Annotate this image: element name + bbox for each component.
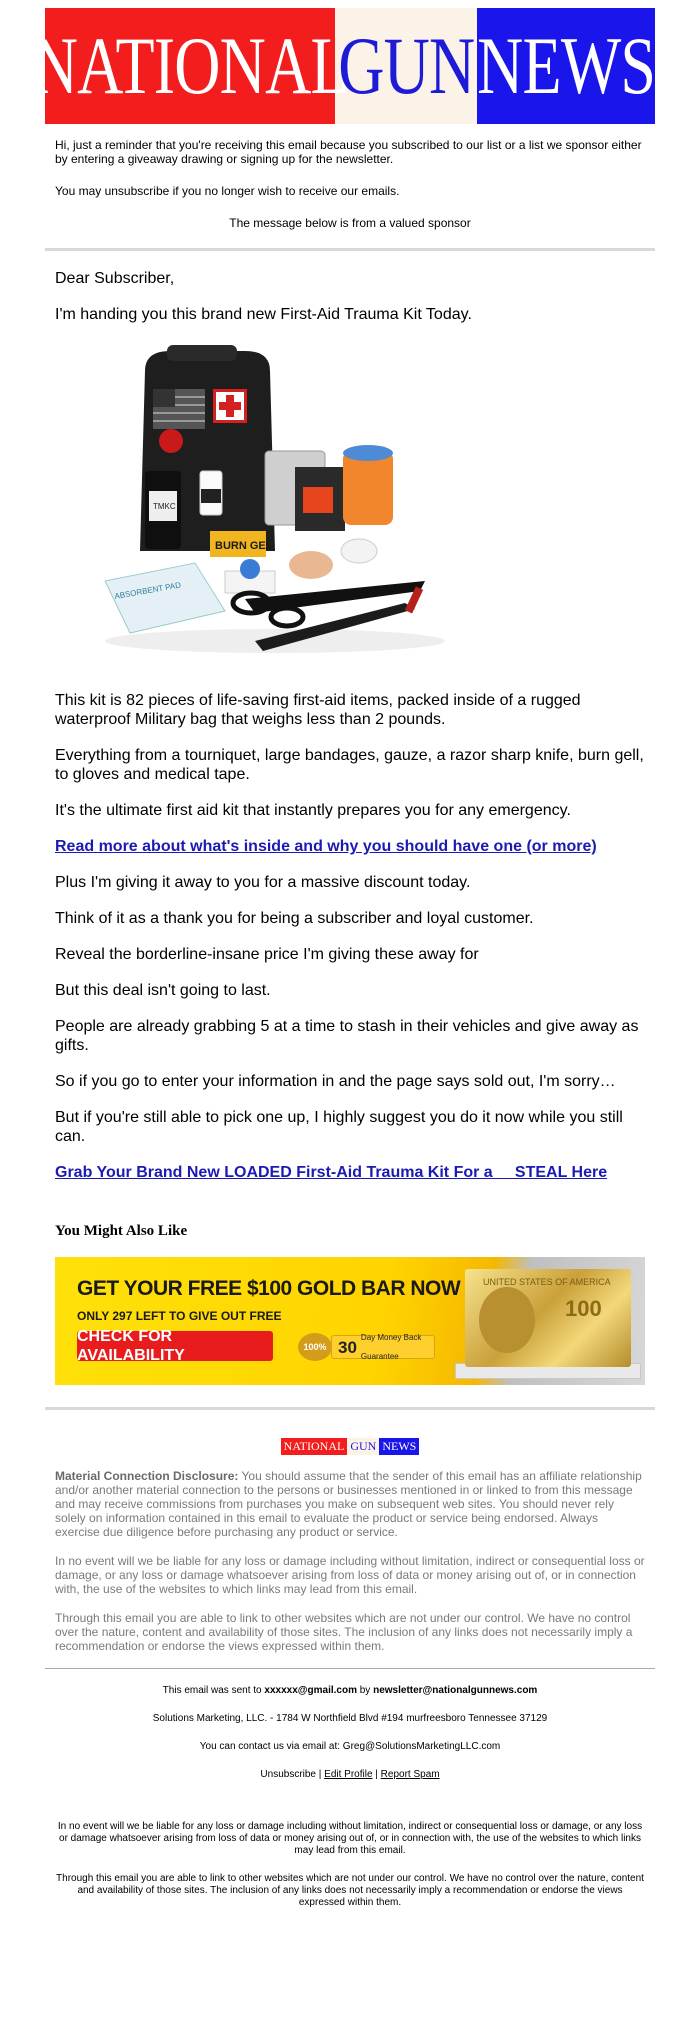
- portrait-icon: [479, 1287, 535, 1353]
- trauma-kit-image[interactable]: [75, 341, 465, 661]
- email-container: [31, 8, 656, 1909]
- gold-bar-image: [465, 1269, 631, 1367]
- body-paragraph: Everything from a tourniquet, large bandages, gauze, a razor sharp knife, burn gell, to gloves and medical tape.: [55, 747, 644, 783]
- kit-label-burn-gel: BURN GEL: [215, 540, 273, 552]
- body-paragraph: This kit is 82 pieces of life-saving first-aid items, packed inside of a rugged waterproof Military bag that weighs less than 2 pounds.: [55, 692, 581, 728]
- ad-subline: ONLY 297 LEFT TO GIVE OUT FREE: [77, 1309, 282, 1323]
- grab-kit-link[interactable]: Grab Your Brand New LOADED First-Aid Trauma Kit For a STEAL Here: [55, 1164, 608, 1181]
- kit-label-pad: ABSORBENT PAD: [113, 580, 182, 601]
- sponsor-notice: The message below is from a valued sponsor: [229, 216, 471, 230]
- sender-email: newsletter@nationalgunnews.com: [373, 1685, 538, 1696]
- message-body: [45, 251, 655, 1385]
- liability-paragraph: In no event will we be liable for any loss or damage including without limitation, indirect or consequential loss or damage, or any loss or damage whatsoever arising from loss of data or money arising out of, or in connection with, the use of the websites to which links may lead from this email.: [55, 1554, 645, 1596]
- body-paragraph: Reveal the borderline-insane price I'm giving these away for: [55, 946, 479, 963]
- company-address: Solutions Marketing, LLC. - 1784 W Northfield Blvd #194 murfreesboro Tennessee 37129: [152, 1713, 548, 1724]
- contact-line: You can contact us via email at: Greg@SolutionsMarketingLLC.com: [199, 1741, 501, 1752]
- you-might-also-like-heading: You Might Also Like: [55, 1223, 188, 1239]
- fine-print-liability: In no event will we be liable for any loss or damage including without limitation, indirect or consequential loss or damage, or any loss or damage whatsoever arising from loss of data or money arising out of, or in connection with, the use of the websites to which links may lead from this email.: [57, 1821, 643, 1856]
- sent-to-line: This email was sent to xxxxxx@gmail.com by newsletter@nationalgunnews.com: [162, 1685, 538, 1696]
- guarantee-seal-icon: 100%: [298, 1333, 332, 1361]
- recipient-email: xxxxxx@gmail.com: [264, 1685, 357, 1696]
- body-paragraph: It's the ultimate first aid kit that instantly prepares you for any emergency.: [55, 802, 571, 819]
- intro-notice: [45, 124, 655, 230]
- logo-gun: GUN: [335, 8, 477, 124]
- intro-unsubscribe-text: You may unsubscribe if you no longer wish to receive our emails.: [55, 184, 400, 198]
- greeting: Dear Subscriber,: [55, 270, 175, 287]
- kit-label-tmkc: TMKC: [153, 502, 176, 511]
- edit-profile-link[interactable]: Edit Profile: [324, 1769, 373, 1780]
- disclosure-heading: Material Connection Disclosure:: [55, 1469, 239, 1483]
- logo-small-gun: GUN: [347, 1438, 379, 1455]
- body-paragraph: Plus I'm giving it away to you for a massive discount today.: [55, 874, 471, 891]
- body-paragraph: But this deal isn't going to last.: [55, 982, 271, 999]
- money-back-badge: [331, 1335, 435, 1359]
- report-spam-link[interactable]: Report Spam: [380, 1769, 440, 1780]
- divider: [45, 1407, 655, 1410]
- header-logo-banner[interactable]: [31, 8, 656, 124]
- body-paragraph: People are already grabbing 5 at a time to stash in their vehicles and give away as gifts.: [55, 1018, 639, 1054]
- read-more-link[interactable]: Read more about what's inside and why you should have one (or more): [55, 838, 597, 855]
- body-paragraph: So if you go to enter your information in and the page says sold out, I'm sorry…: [55, 1073, 616, 1090]
- body-paragraph: Think of it as a thank you for being a subscriber and loyal customer.: [55, 910, 534, 927]
- logo-small-news: NEWS: [379, 1438, 419, 1455]
- disclosure-paragraph: Material Connection Disclosure: You should assume that the sender of this email has an affiliate relationship and/or another material connection to the persons or businesses mentioned in or linked to from this message and may receive commissions from purchases you make on subsequent web sites. You should never rely solely on information contained in this email to evaluate the product or service being endorsed. Always exercise due diligence before purchasing any product or service.: [55, 1469, 642, 1539]
- email-footer: [45, 1669, 655, 1909]
- disclosure-section: [45, 1469, 655, 1653]
- footer-links: Unsubscribe | Edit Profile | Report Spam: [260, 1769, 440, 1780]
- logo-national: NATIONAL: [45, 8, 335, 124]
- body-paragraph: I'm handing you this brand new First-Aid Trauma Kit Today.: [55, 306, 472, 323]
- unsubscribe-link[interactable]: Unsubscribe: [260, 1769, 316, 1780]
- gold-bar-amount: 100: [565, 1296, 602, 1321]
- gold-bar-ad-banner[interactable]: [55, 1257, 645, 1385]
- logo-small-national: NATIONAL: [281, 1438, 348, 1455]
- intro-reminder-text: Hi, just a reminder that you're receiving this email because you subscribed to our list or a list we sponsor either by entering a giveaway drawing or signing up for the newsletter.: [55, 138, 642, 166]
- external-links-paragraph: Through this email you are able to link to other websites which are not under our control. We have no control over the nature, content and availability of those sites. The inclusion of any links does not necessarily imply a recommendation or endorse the views expressed within them.: [55, 1611, 633, 1653]
- footer-logo[interactable]: [45, 1438, 655, 1455]
- guarantee-text: Day Money Back Guarantee: [360, 1333, 422, 1361]
- gold-bar-label: UNITED STATES OF AMERICA: [483, 1277, 611, 1287]
- ad-headline: GET YOUR FREE $100 GOLD BAR NOW: [77, 1277, 461, 1300]
- guarantee-days: 30: [338, 1337, 357, 1357]
- body-paragraph: But if you're still able to pick one up, I highly suggest you do it now while you still can.: [55, 1109, 623, 1145]
- logo-news: NEWS: [477, 8, 655, 124]
- check-availability-button[interactable]: CHECK FOR AVAILABILITY: [77, 1331, 273, 1361]
- fine-print-links: Through this email you are able to link to other websites which are not under our control. We have no control over the nature, content and availability of those sites. The inclusion of any links does not necessarily imply a recommendation or endorse the views expressed within them.: [56, 1873, 644, 1908]
